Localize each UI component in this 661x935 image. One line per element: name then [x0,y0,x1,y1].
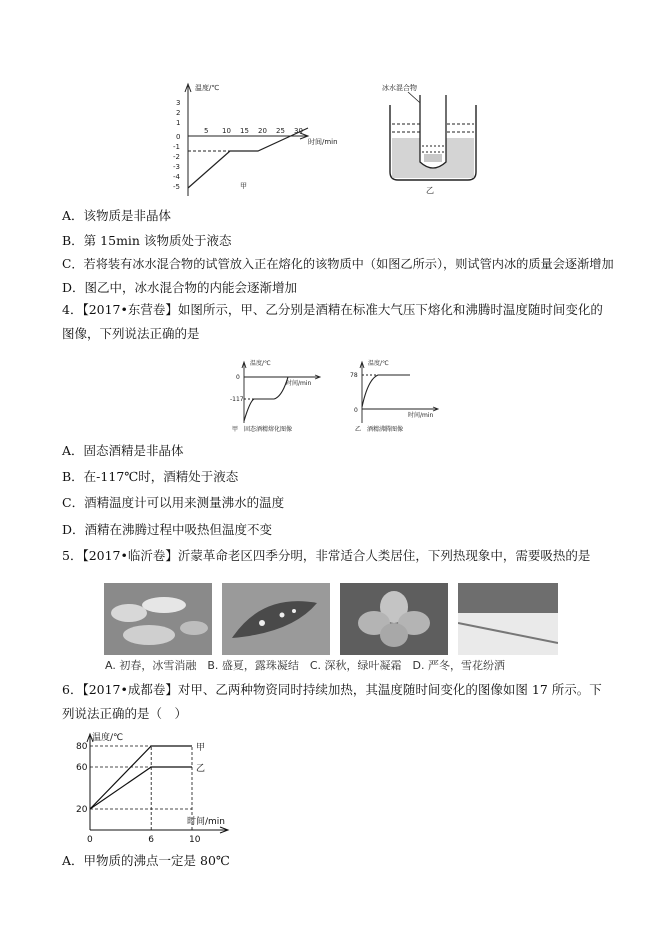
x-axis-label: 时间/min [408,412,434,419]
figure-caption: 乙 [426,186,434,195]
q3-option-a: A．该物质是非晶体 [62,208,172,223]
series-line-甲 [90,746,192,809]
question-4 [62,298,607,346]
y-tick: -5 [173,183,180,191]
figure-alcohol-melting [230,357,325,432]
q3-option-c: C．若将装有冰水混合物的试管放入正在熔化的该物质中（如图乙所示），则试管内冰的质量会逐渐增加 [62,257,614,271]
figure-caption: 甲 固态酒精熔化图像 [232,426,293,433]
y-tick: 3 [176,99,181,107]
photo-captions: A. 初春，冰雪消融 B. 盛夏，露珠凝结 C. 深秋，绿叶凝霜 D. 严冬，雪花纷洒 [105,659,505,672]
y-tick-label: 80 [76,742,88,752]
x-tick: 15 [240,127,249,135]
y-tick: -117 [230,396,244,403]
q6-option-a: A．甲物质的沸点一定是 80℃ [62,853,230,868]
y-tick: 0 [176,133,181,141]
y-tick: 0 [354,407,358,414]
question-text: 如图所示，甲、乙分别是酒精在标准大气压下熔化和沸腾时温度随时间变化的图像，下列说法正确的是 [62,302,603,341]
x-axis-label: 时间/min [187,817,226,827]
series-line-乙 [90,767,192,809]
question-source: 【2017•临沂卷】 [82,548,178,563]
figure-jia-graph [168,78,358,203]
question-text: 沂蒙革命老区四季分明，非常适合人类居住，下列热现象中，需要吸热的是 [177,548,591,563]
question-number: 5． [62,548,83,563]
q3-option-b: B．第 15min 该物质处于液态 [62,233,232,248]
question-source: 【2017•东营卷】 [82,302,178,317]
photo-snow [458,583,558,655]
y-tick: 78 [350,372,358,379]
series-label: 乙 [196,764,206,774]
y-axis-label: 温度/℃ [195,84,220,92]
q4-option-c: C．酒精温度计可以用来测量沸水的温度 [62,495,285,510]
question-5 [62,548,590,564]
y-axis-label: 温度/℃ [368,360,389,367]
boiling-curve [362,375,410,407]
y-tick: 2 [176,109,181,117]
chart-heating-curves [70,730,270,845]
q3-option-d: D．图乙中，冰水混合物的内能会逐渐增加 [62,280,298,295]
y-axis-label: 温度/℃ [250,360,271,367]
y-tick: -3 [173,163,180,171]
y-tick: 1 [176,119,181,127]
photo-dew [222,583,330,655]
x-tick: 5 [204,127,209,135]
y-axis-label: 温度/℃ [92,733,124,743]
question-text: 对甲、乙两种物资同时持续加热，其温度随时间变化的图像如图 17 所示。下列说法正确的是（ ） [62,682,602,721]
q4-option-d: D．酒精在沸腾过程中吸热但温度不变 [62,522,273,537]
series-label: 甲 [196,743,206,753]
x-tick-label: 10 [189,835,201,845]
x-tick: 10 [222,127,231,135]
figure-yi-beaker [378,80,488,198]
y-tick: -4 [173,173,180,181]
question-number: 6． [62,682,83,697]
photo-frost [340,583,448,655]
q4-option-a: A．固态酒精是非晶体 [62,443,184,458]
temperature-curve [188,128,308,188]
figure-caption: 甲 [240,182,247,190]
x-tick-label: 6 [148,835,154,845]
x-tick: 30 [294,127,303,135]
y-tick-label: 20 [76,805,88,815]
figure-caption: 乙 酒精沸腾图像 [355,426,404,433]
question-source: 【2017•成都卷】 [82,682,178,697]
x-tick-label: 0 [87,835,93,845]
question-number: 4． [62,302,83,317]
q4-option-b: B．在-117℃时，酒精处于液态 [62,469,239,484]
y-tick: -2 [173,153,180,161]
x-tick: 20 [258,127,267,135]
photo-ice-melting [104,583,212,655]
x-axis-label: 时间/min [286,380,312,387]
x-axis-label: 时间/min [308,138,338,146]
question-6 [62,678,607,726]
x-tick: 25 [276,127,285,135]
label-ice-water: 冰水混合物 [382,84,417,92]
figure-alcohol-boiling [348,357,443,432]
y-tick: -1 [173,143,180,151]
y-tick: 0 [236,374,240,381]
melting-curve [244,377,288,421]
y-tick-label: 60 [76,763,88,773]
